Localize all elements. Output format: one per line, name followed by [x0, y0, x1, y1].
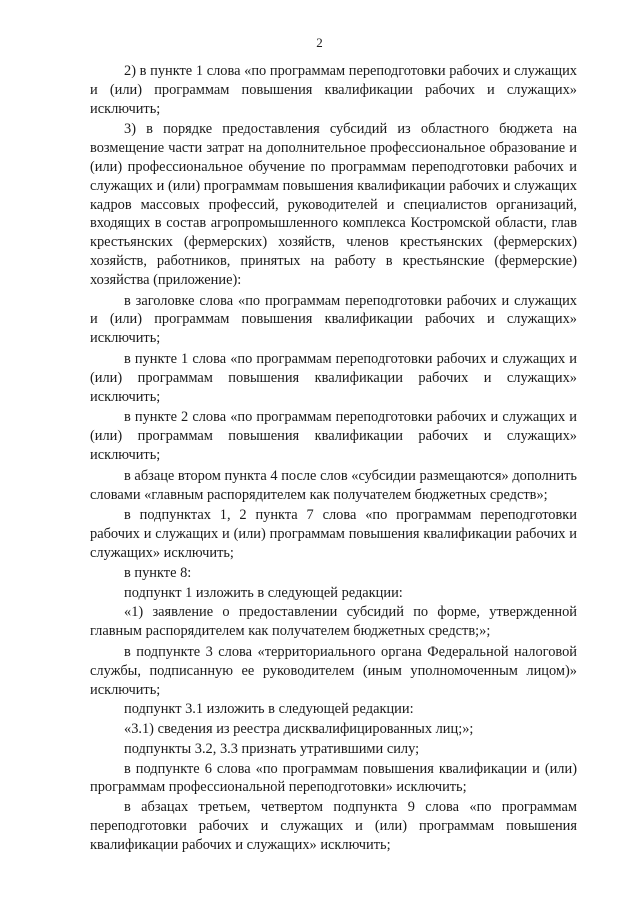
- paragraph-subpoints-3-2-3-3: подпункты 3.2, 3.3 признать утратившими силу;: [124, 740, 420, 757]
- paragraph-point-2-amendment: в пункте 2 слова «по программам переподготовки рабочих и служащих и (или) программам повышения квалификации рабочих и служащих» исключить;: [90, 409, 577, 463]
- paragraph-heading-amendment: в заголовке слова «по программам переподготовки рабочих и служащих и (или) программам повышения квалификации рабочих и служащих» исключить;: [90, 292, 577, 347]
- paragraph-subpoint-1-intro: подпункт 1 изложить в следующей редакции:: [124, 584, 403, 601]
- paragraph-item-2: 2) в пункте 1 слова «по программам переподготовки рабочих и служащих и (или) программам повышения квалификации рабочих и служащих» исключить;: [90, 63, 577, 117]
- paragraph-subpoint-3-1-intro: подпункт 3.1 изложить в следующей редакции:: [124, 701, 414, 718]
- paragraph-point-1-amendment: в пункте 1 слова «по программам переподготовки рабочих и служащих и (или) программам повышения квалификации рабочих и служащих» исключить;: [90, 350, 577, 405]
- paragraph-point-7-amendment: в подпунктах 1, 2 пункта 7 слова «по программам переподготовки рабочих и служащих и (или) программам повышения квалификации рабочих и служащих» исключить;: [90, 507, 577, 561]
- document-body: [90, 62, 577, 855]
- page-number: 2: [316, 35, 323, 50]
- paragraph-subpoint-6-amendment: в подпункте 6 слова «по программам повышения квалификации и (или) программам профессиональной переподготовки» исключить;: [90, 760, 577, 796]
- paragraph-point-4-amendment: в абзаце втором пункта 4 после слов «субсидии размещаются» дополнить словами «главным распорядителем как получателем бюджетных средств»;: [90, 467, 577, 503]
- paragraph-item-3: 3) в порядке предоставления субсидий из областного бюджета на возмещение части затрат на дополнительное профессиональное образование и (или) профессиональное обучение по программам переподготовки рабочих и служащих и (или) программам повышения квалификации рабочих и служащих кадров массовых профессий, руководителей и специалистов организаций, входящих в состав агропромышленного комплекса Костромской области, глав крестьянских (фермерских) хозяйств, членов крестьянских (фермерских) хозяйств, работников, принятых на работу в крестьянские (фермерские) хозяйства (приложение):: [90, 121, 577, 288]
- paragraph-point-8: в пункте 8:: [124, 564, 192, 581]
- paragraph-subpoint-1-text: «1) заявление о предоставлении субсидий по форме, утвержденной главным распорядителем как получателем бюджетных средств;»;: [90, 604, 577, 640]
- paragraph-subpoint-9-amendment: в абзацах третьем, четвертом подпункта 9 слова «по программам переподготовки рабочих и служащих и (или) программам повышения квалификации рабочих и служащих» исключить;: [90, 799, 577, 853]
- paragraph-subpoint-3-amendment: в подпункте 3 слова «территориального органа Федеральной налоговой службы, подписанную ее руководителем (иным уполномоченным лицом)» исключить;: [90, 643, 577, 698]
- paragraph-subpoint-3-1-text: «3.1) сведения из реестра дисквалифицированных лиц;»;: [124, 721, 474, 738]
